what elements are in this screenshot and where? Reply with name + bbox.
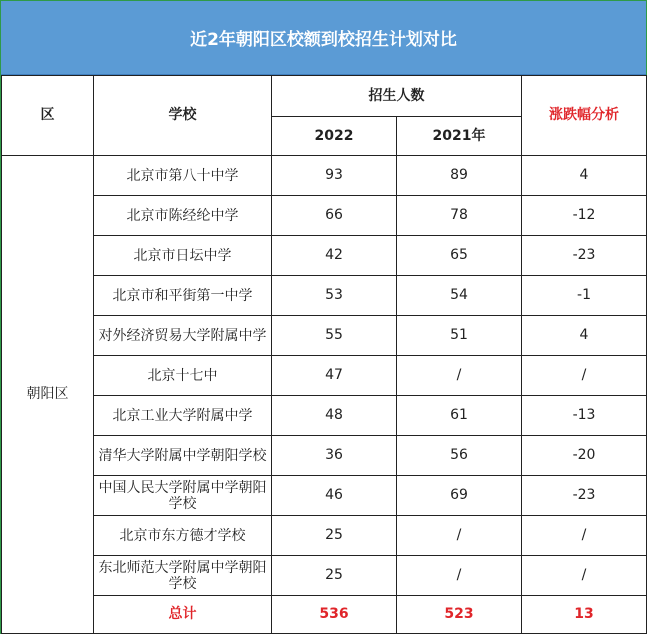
school-cell: 中国人民大学附属中学朝阳学校 [94, 476, 272, 516]
header-enrollment: 招生人数 [272, 76, 522, 117]
value-2022-cell: 48 [272, 396, 397, 436]
total-label: 总计 [94, 596, 272, 634]
table-row [2, 396, 647, 436]
table-row [2, 516, 647, 556]
change-cell: -23 [522, 236, 647, 276]
school-cell: 清华大学附属中学朝阳学校 [94, 436, 272, 476]
total-2021: 523 [397, 596, 522, 634]
header-2022: 2022 [272, 117, 397, 156]
change-cell: / [522, 556, 647, 596]
school-cell: 北京十七中 [94, 356, 272, 396]
school-cell: 北京市日坛中学 [94, 236, 272, 276]
school-cell: 北京市第八十中学 [94, 156, 272, 196]
value-2022-cell: 25 [272, 516, 397, 556]
value-2021-cell: 78 [397, 196, 522, 236]
table-row [2, 236, 647, 276]
value-2021-cell: 89 [397, 156, 522, 196]
total-change: 13 [522, 596, 647, 634]
district-cell: 朝阳区 [2, 156, 94, 634]
change-cell: 4 [522, 316, 647, 356]
value-2022-cell: 47 [272, 356, 397, 396]
change-cell: -20 [522, 436, 647, 476]
value-2021-cell: 56 [397, 436, 522, 476]
school-cell: 北京工业大学附属中学 [94, 396, 272, 436]
table-row [2, 356, 647, 396]
change-cell: 4 [522, 156, 647, 196]
value-2021-cell: / [397, 516, 522, 556]
value-2021-cell: / [397, 556, 522, 596]
table-row [2, 276, 647, 316]
table-row [2, 196, 647, 236]
change-cell: / [522, 356, 647, 396]
value-2022-cell: 66 [272, 196, 397, 236]
table-row [2, 476, 647, 516]
school-cell: 北京市和平街第一中学 [94, 276, 272, 316]
value-2021-cell: / [397, 356, 522, 396]
value-2022-cell: 46 [272, 476, 397, 516]
value-2022-cell: 42 [272, 236, 397, 276]
school-cell: 北京市陈经纶中学 [94, 196, 272, 236]
header-change: 涨跌幅分析 [522, 76, 647, 156]
value-2021-cell: 61 [397, 396, 522, 436]
header-2021: 2021年 [397, 117, 522, 156]
change-cell: -13 [522, 396, 647, 436]
table-row [2, 316, 647, 356]
value-2022-cell: 36 [272, 436, 397, 476]
table-row [2, 556, 647, 596]
school-cell: 对外经济贸易大学附属中学 [94, 316, 272, 356]
header-school: 学校 [94, 76, 272, 156]
value-2022-cell: 93 [272, 156, 397, 196]
change-cell: -1 [522, 276, 647, 316]
change-cell: -23 [522, 476, 647, 516]
change-cell: -12 [522, 196, 647, 236]
table-row [2, 156, 647, 196]
total-row [2, 596, 647, 634]
enrollment-table [1, 75, 647, 634]
value-2021-cell: 69 [397, 476, 522, 516]
school-cell: 北京市东方德才学校 [94, 516, 272, 556]
value-2021-cell: 65 [397, 236, 522, 276]
table-row [2, 436, 647, 476]
school-cell: 东北师范大学附属中学朝阳学校 [94, 556, 272, 596]
table-title: 近2年朝阳区校额到校招生计划对比 [1, 1, 646, 75]
value-2022-cell: 25 [272, 556, 397, 596]
value-2021-cell: 51 [397, 316, 522, 356]
header-district: 区 [2, 76, 94, 156]
change-cell: / [522, 516, 647, 556]
total-2022: 536 [272, 596, 397, 634]
value-2022-cell: 55 [272, 316, 397, 356]
value-2021-cell: 54 [397, 276, 522, 316]
value-2022-cell: 53 [272, 276, 397, 316]
